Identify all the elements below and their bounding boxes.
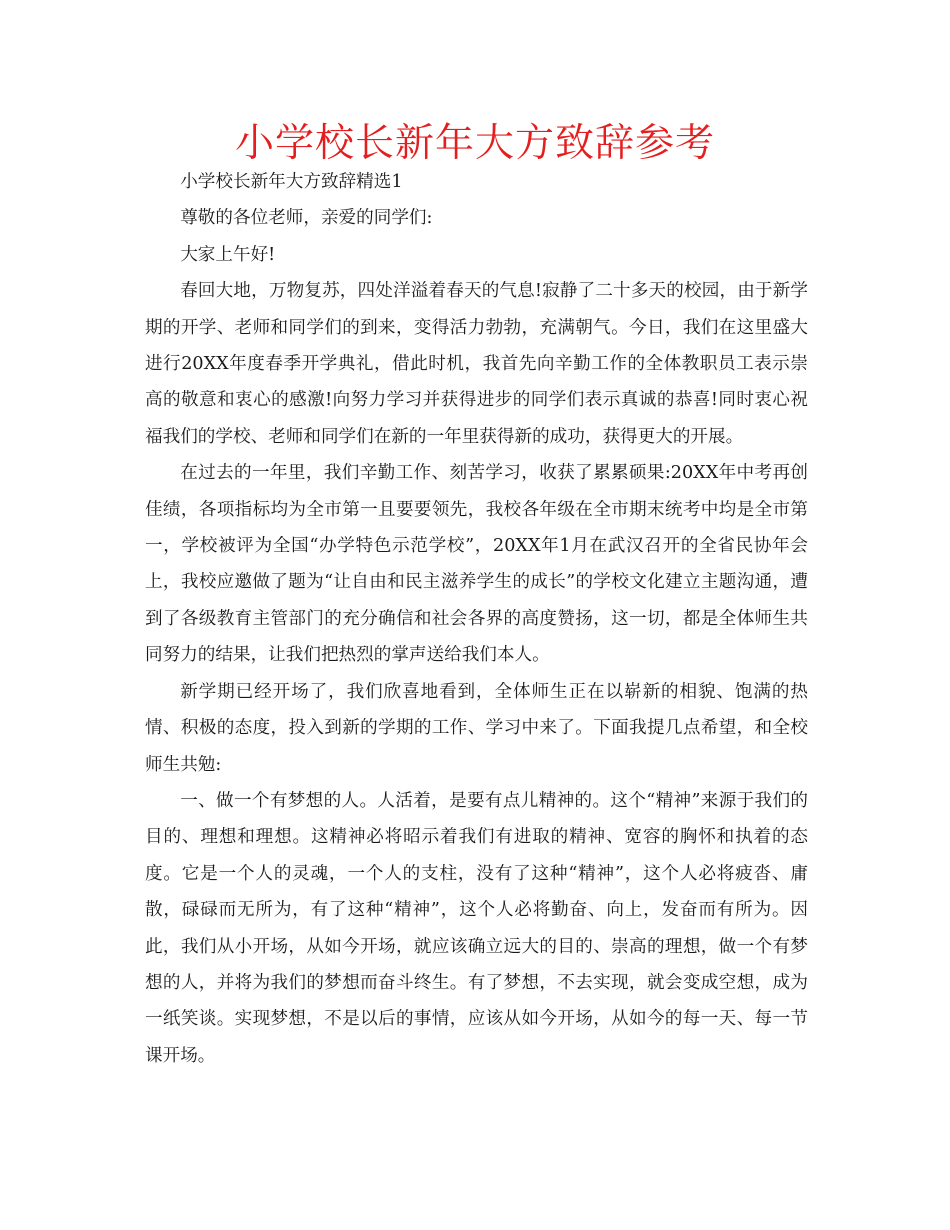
document-title: 小学校长新年大方致辞参考 [234, 121, 715, 166]
paragraph-body: 春回大地，万物复苏，四处洋溢着春天的气息!寂静了二十多天的校园，由于新学期的开学、老师和同学们的到来，变得活力勃勃，充满朝气。今日，我们在这里盛大进行20XX年度春季开学典礼，借此时机，我首先向辛勤工作的全体教职员工表示崇高的敬意和衷心的感激!向努力学习并获得进步的同学们表示真诚的恭喜!同时衷心祝福我们的学校、老师和同学们在新的一年里获得新的成功，获得更大的开展。 [145, 281, 808, 447]
document-body [145, 164, 808, 1074]
paragraph-body: 在过去的一年里，我们辛勤工作、刻苦学习，收获了累累硕果:20XX年中考再创佳绩，各项指标均为全市第一且要要领先，我校各年级在全市期末统考中均是全市第一，学校被评为全国“办学特色示范学校”，20XX年1月在武汉召开的全省民协年会上，我校应邀做了题为“让自由和民主滋养学生的成长”的学校文化建立主题沟通，遭到了各级教育主管部门的充分确信和社会各界的高度赞扬，这一切，都是全体师生共同努力的结果，让我们把热烈的掌声送给我们本人。 [145, 463, 808, 666]
paragraph-subtitle: 小学校长新年大方致辞精选1 [180, 172, 403, 192]
paragraph-body: 一、做一个有梦想的人。人活着，是要有点儿精神的。这个“精神”来源于我们的目的、理想和理想。这精神必将昭示着我们有进取的精神、宽容的胸怀和执着的态度。它是一个人的灵魂，一个人的支柱，没有了这种“精神”，这个人必将疲沓、庸散，碌碌而无所为，有了这种“精神”，这个人必将勤奋、向上，发奋而有所为。因此，我们从小开场，从如今开场，就应该确立远大的目的、崇高的理想，做一个有梦想的人，并将为我们的梦想而奋斗终生。有了梦想，不去实现，就会变成空想，成为一纸笑谈。实现梦想，不是以后的事情，应该从如今开场，从如今的每一天、每一节课开场。 [145, 790, 808, 1066]
paragraph-salutation: 尊敬的各位老师，亲爱的同学们: [180, 208, 433, 229]
paragraph-body: 新学期已经开场了，我们欣喜地看到，全体师生正在以崭新的相貌、饱满的热情、积极的态度，投入到新的学期的工作、学习中来了。下面我提几点希望，和全校师生共勉: [145, 681, 808, 775]
paragraph-greeting: 大家上午好! [180, 244, 276, 265]
